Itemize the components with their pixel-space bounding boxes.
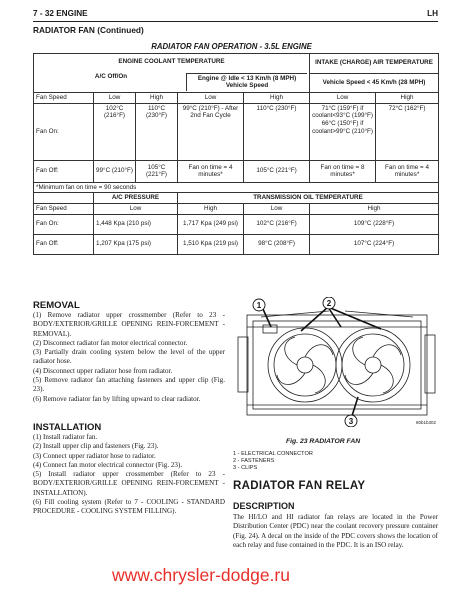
installation-step: (3) Connect upper radiator hose to radiator.	[33, 451, 156, 460]
table-cell: 110°C (230°F)	[136, 103, 178, 160]
col-low: Low	[310, 93, 376, 104]
installation-title: INSTALLATION	[33, 422, 102, 433]
table-cell: 109°C (228°F)	[310, 214, 439, 234]
trans-oil-header: TRANSMISSION OIL TEMPERATURE	[178, 193, 439, 204]
table-cell: 99°C (210°F)	[94, 160, 136, 182]
col-low: Low	[94, 93, 136, 104]
radiator-fan-figure	[233, 297, 438, 427]
vehicle-speed-header: Vehicle Speed < 45 Km/h (28 MPH)	[310, 73, 439, 93]
removal-step: (1) Remove radiator upper crossmember (Refer to 23 - BODY/EXTERIOR/GRILLE OPENING REIN-FORCEMENT - REMOVAL).	[33, 311, 225, 338]
installation-step: (6) Fill cooling system (Refer to 7 - COOLING - STANDARD PROCEDURE - COOLING SYSTEM FILLING).	[33, 498, 225, 516]
installation-step: (5) Install radiator upper crossmember (Refer to 23 - BODY/EXTERIOR/GRILLE OPENING REIN-FORCEMENT - INSTALLATION).	[33, 470, 225, 497]
fan-operation-table	[33, 53, 439, 255]
col-high: High	[136, 93, 178, 104]
table-cell: 107°C (224°F)	[310, 234, 439, 254]
fan-speed-label: Fan Speed	[34, 204, 94, 215]
col-low: Low	[244, 204, 310, 215]
fan-speed-label: Fan Speed	[34, 93, 94, 104]
table-cell	[34, 193, 94, 204]
figure-caption: Fig. 23 RADIATOR FAN	[286, 438, 361, 445]
page-header	[33, 7, 438, 22]
removal-step: (6) Remove radiator fan by lifting upward to clear radiator.	[33, 394, 201, 403]
figure-legend	[233, 451, 313, 472]
table-cell: 110°C (230°F)	[244, 103, 310, 160]
table-cell: 1,448 Kpa (210 psi)	[94, 214, 178, 234]
table-cell: 99°C (210°F) - After 2nd Fan Cycle	[178, 103, 244, 160]
table-cell: 1,510 Kpa (219 psi)	[178, 234, 244, 254]
fan-on-label: Fan On:	[34, 214, 94, 234]
intake-air-header: INTAKE (CHARGE) AIR TEMPERATURE	[310, 54, 439, 74]
col-low: Low	[94, 204, 178, 215]
figure-code: 80b1b302	[415, 420, 436, 425]
table-cell: 102°C (216°F)	[94, 103, 136, 160]
col-high: High	[376, 93, 439, 104]
description-paragraph: The HI/LO and HI radiator fan relays are located in the Power Distribution Center (PDC) near the coolant recovery pressure container (Fig. 24). A decal on the inside of the PDC covers shows the location of each relay and fuse contained in the PDC. It is an ISO relay.	[233, 513, 438, 549]
coolant-temp-header: ENGINE COOLANT TEMPERATURE A/C Off/On Engine @ Idle < 13 Km/h (8 MPH) Vehicle Speed	[34, 54, 310, 93]
ac-pressure-header: A/C PRESSURE	[94, 193, 178, 204]
callout-1: 1	[256, 301, 262, 310]
callout-2: 2	[326, 299, 332, 308]
legend-item: 3 - CLIPS	[233, 465, 258, 471]
installation-step: (1) Install radiator fan.	[33, 433, 98, 441]
removal-step: (3) Partially drain cooling system below the level of the upper radiator hose.	[33, 348, 225, 366]
col-high: High	[244, 93, 310, 104]
table-title: RADIATOR FAN OPERATION - 3.5L ENGINE	[151, 42, 312, 51]
callout-3: 3	[348, 417, 354, 426]
installation-steps	[33, 433, 225, 517]
col-high: High	[178, 204, 244, 215]
table-cell: 1,207 Kpa (175 psi)	[94, 234, 178, 254]
table-cell: 71°C (159°F) if coolant<93°C (199°F) 66°C (150°F) if coolant>99°C (210°F)	[310, 103, 376, 160]
watermark: www.chrysler-dodge.ru	[112, 565, 290, 585]
fan-off-label: Fan Off:	[34, 234, 94, 254]
table-cell: 1,717 Kpa (249 psi)	[178, 214, 244, 234]
removal-step: (5) Remove radiator fan attaching fasteners and upper clip (Fig. 23).	[33, 376, 225, 394]
page-number-section: 7 - 32 ENGINE	[33, 9, 88, 18]
table-cell: 102°C (216°F)	[244, 214, 310, 234]
table-cell: Fan on time = 8 minutes*	[310, 160, 376, 182]
description-title: DESCRIPTION	[233, 501, 295, 511]
legend-item: 1 - ELECTRICAL CONNECTOR	[233, 451, 313, 457]
removal-title: REMOVAL	[33, 300, 80, 311]
col-high: High	[310, 204, 439, 215]
model-code: LH	[427, 9, 438, 18]
installation-step: (2) Install upper clip and fasteners (Fig. 23).	[33, 442, 159, 451]
relay-title: RADIATOR FAN RELAY	[233, 480, 366, 492]
radiator-fan-illustration	[233, 297, 438, 427]
installation-step: (4) Connect fan motor electrical connector (Fig. 23).	[33, 460, 183, 469]
removal-steps	[33, 311, 225, 404]
engine-idle-header: Engine @ Idle < 13 Km/h (8 MPH) Vehicle Speed	[186, 73, 307, 91]
section-subheader: RADIATOR FAN (Continued)	[33, 25, 144, 35]
removal-step: (4) Disconnect upper radiator hose from radiator.	[33, 366, 173, 375]
legend-item: 2 - FASTENERS	[233, 458, 275, 464]
col-low: Low	[178, 93, 244, 104]
removal-step: (2) Disconnect radiator fan motor electrical connector.	[33, 338, 188, 347]
table-cell: Fan on time = 4 minutes*	[178, 160, 244, 182]
table-cell: 98°C (208°F)	[244, 234, 310, 254]
ac-off-on-label: A/C Off/On	[94, 72, 128, 80]
fan-off-label: Fan Off:	[34, 160, 94, 182]
description-text	[233, 513, 438, 550]
table-cell: 105°C (221°F)	[136, 160, 178, 182]
fan-on-label: Fan On:	[34, 103, 94, 160]
min-fan-note: *Minimum fan on time = 90 seconds	[34, 182, 439, 193]
table-cell: 72°C (162°F)	[376, 103, 439, 160]
table-cell: Fan on time = 4 minutes*	[376, 160, 439, 182]
table-cell: 105°C (221°F)	[244, 160, 310, 182]
